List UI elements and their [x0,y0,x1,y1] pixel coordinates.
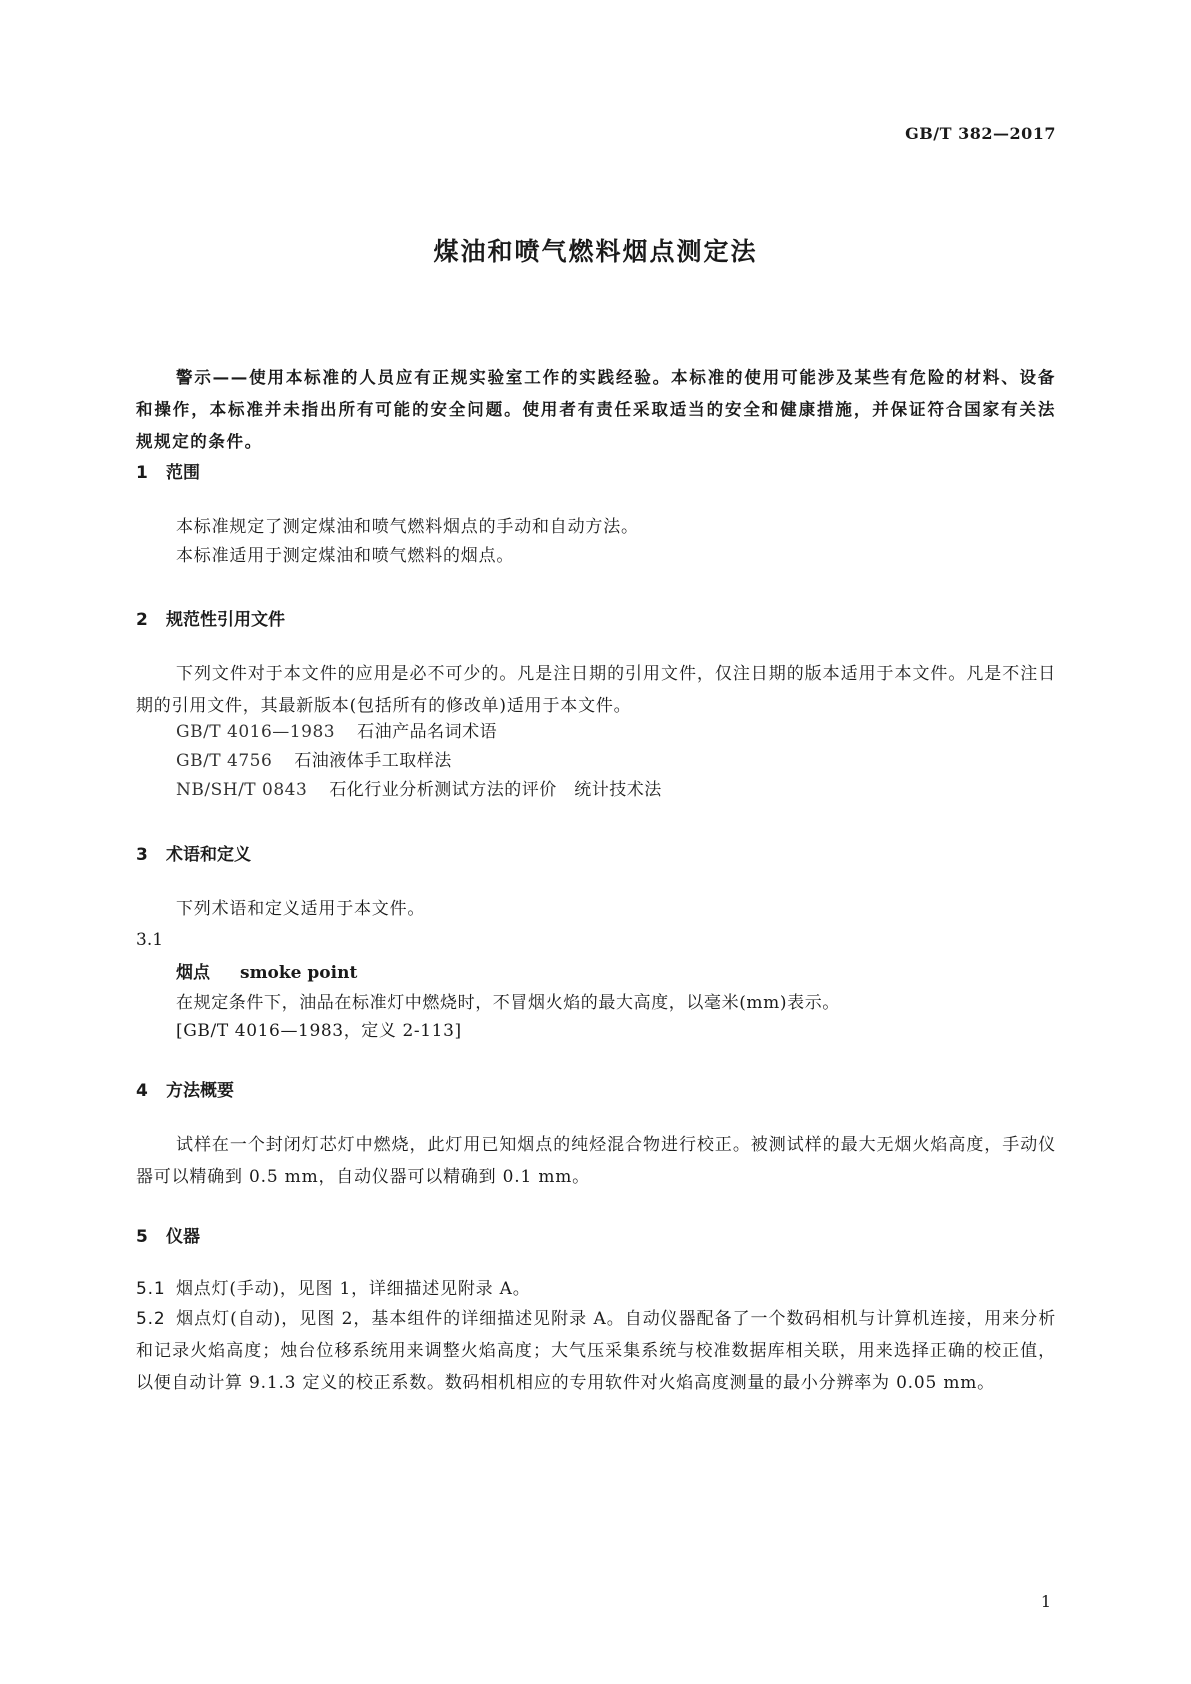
reference-code: GB/T 4016—1983 [176,722,336,742]
term-entry [176,958,357,983]
section-title: 术语和定义 [166,845,251,865]
term-source: [GB/T 4016—1983，定义 2-113] [176,1021,462,1041]
term-definition: 在规定条件下，油品在标准灯中燃烧时，不冒烟火焰的最大高度，以毫米(mm)表示。 [176,993,840,1013]
clause-text: 烟点灯(自动)，见图 2，基本组件的详细描述见附录 A。自动仪器配备了一个数码相机与计算机连接，用来分析和记录火焰高度；烛台位移系统用来调整火焰高度；大气压采集系统与校准数据库相关联，用来选择正确的校正值，以便自动计算 9.1.3 定义的校正系数。数码相机相应的专用软件对火焰高度测量的最小分辨率为 0.05 mm。 [136,1309,1056,1393]
clause-5-1 [136,1273,1056,1305]
standard-number: GB/T 382—2017 [905,124,1056,143]
reference-item [176,774,662,806]
document-title: 煤油和喷气燃料烟点测定法 [433,237,758,266]
term-english: smoke point [240,963,358,983]
clause-text: 烟点灯(手动)，见图 1，详细描述见附录 A。 [176,1279,531,1299]
section-3-heading [136,840,251,865]
clause-5-2 [136,1303,1056,1399]
term-chinese: 烟点 [176,963,210,983]
reference-item [176,745,452,777]
section-title: 范围 [166,463,200,483]
page-number: 1 [1040,1592,1051,1611]
clause-number: 5.2 [136,1309,166,1329]
section-number: 2 [136,610,148,630]
reference-name: 石油产品名词术语 [357,722,498,742]
section-title: 仪器 [166,1227,200,1247]
clause-number: 5.1 [136,1279,166,1299]
reference-code: GB/T 4756 [176,751,273,771]
section-4-paragraph-1: 试样在一个封闭灯芯灯中燃烧，此灯用已知烟点的纯烃混合物进行校正。被测试样的最大无烟火焰高度，手动仪器可以精确到 0.5 mm，自动仪器可以精确到 0.1 mm。 [136,1135,1056,1187]
section-number: 1 [136,463,148,483]
reference-name: 石化行业分析测试方法的评价 统计技术法 [329,780,662,800]
section-4-heading [136,1076,234,1101]
reference-item [176,716,497,748]
section-1-paragraph-2: 本标准适用于测定煤油和喷气燃料的烟点。 [176,546,515,566]
section-number: 5 [136,1227,148,1247]
section-1-heading [136,458,200,483]
section-2-heading [136,605,285,630]
section-title: 规范性引用文件 [166,610,285,630]
section-number: 3 [136,845,148,865]
section-5-heading [136,1222,200,1247]
section-2-paragraph-1: 下列文件对于本文件的应用是必不可少的。凡是注日期的引用文件，仅注日期的版本适用于本文件。凡是不注日期的引用文件，其最新版本(包括所有的修改单)适用于本文件。 [136,664,1056,716]
reference-code: NB/SH/T 0843 [176,780,308,800]
warning-paragraph: 警示——使用本标准的人员应有正规实验室工作的实践经验。本标准的使用可能涉及某些有危险的材料、设备和操作，本标准并未指出所有可能的安全问题。使用者有责任采取适当的安全和健康措施，并保证符合国家有关法规规定的条件。 [136,368,1056,451]
reference-name: 石油液体手工取样法 [294,751,452,771]
section-title: 方法概要 [166,1081,234,1101]
section-number: 4 [136,1081,148,1101]
section-1-paragraph-1: 本标准规定了测定煤油和喷气燃料烟点的手动和自动方法。 [176,517,639,537]
section-3-paragraph-1: 下列术语和定义适用于本文件。 [176,899,426,919]
subclause-number: 3.1 [136,930,164,950]
